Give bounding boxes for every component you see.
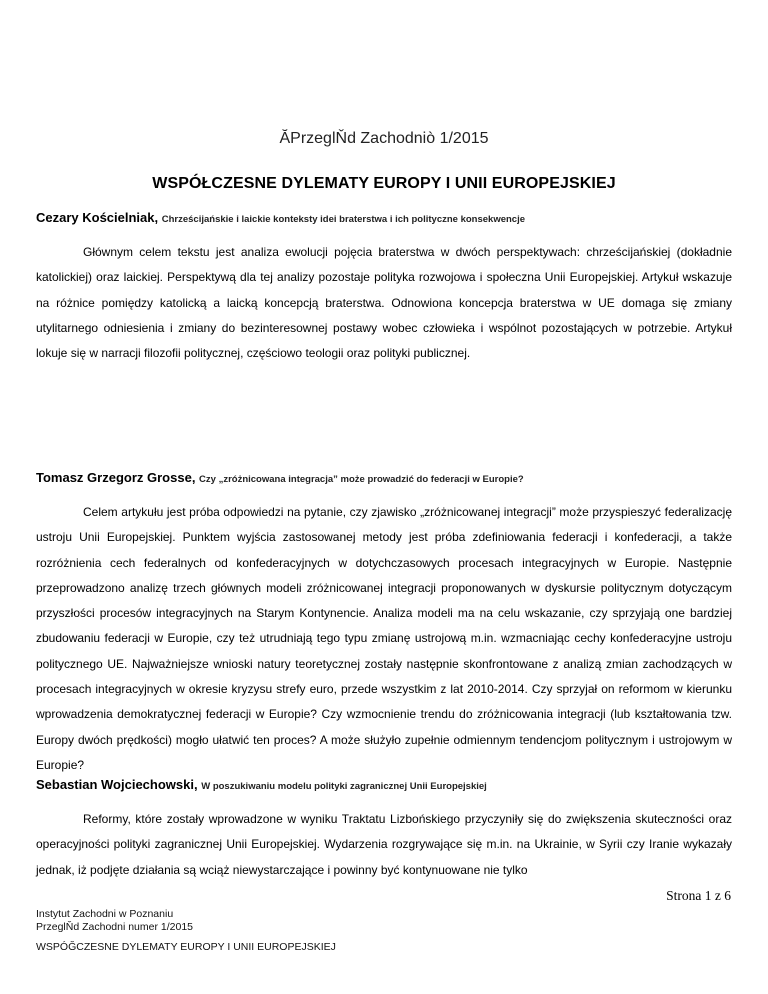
article-abstract: Głównym celem tekstu jest analiza ewolucji pojęcia braterstwa w dwóch perspektywach: chrześcijańskiej (dokładnie katolickiej) oraz laickiej. Perspektywą dla tej analizy pozostaje polityka rozwojowa i społeczna Unii Europejskiej. Artykuł wskazuje na różnice pomiędzy katolicką a laicką koncepcją braterstwa. Odnowiona koncepcja braterstwa w UE domaga się zmiany utylitarnego odniesienia i zmiany do bezinteresownej postawy wobec człowieka i wspólnot pozostających w potrzebie. Artykuł lokuje się w narracji filozofii politycznej, częściowo teologii oraz polityki publicznej. — [36, 245, 732, 361]
footer-institute: Instytut Zachodni w Poznaniu — [36, 908, 174, 920]
article-abstract: Celem artykułu jest próba odpowiedzi na pytanie, czy zjawisko „zróżnicowanej integracji” może przyspieszyć federalizację ustroju Unii Europejskiej. Punktem wyjścia zastosowanej metody jest próba zdefiniowania federacji i konfederacji, a także rozróżnienia cech federalnych od konfederacyjnych w dotychczasowych procesach integracyjnych w Europie. Następnie przeprowadzono analizę trzech głównych modeli zróżnicowanej integracji proponowanych w dyskursie politycznym dotyczącym przyszłości procesów integracyjnych na Starym Kontynencie. Analiza modeli ma na celu wskazanie, czy sprzyjają one bardziej zbudowaniu federacji w Europie, czy też utrudniają tego typu zmianę ustrojową m.in. wzmacniając cechy konfederacyjne ustroju politycznego UE. Najważniejsze wnioski natury teoretycznej zostały następnie skonfrontowane z analizą zmian zachodzących w procesach integracyjnych w okresie kryzysu strefy euro, przede wszystkim z lat 2010-2014. Czy sprzyjał on reformom w kierunku wprowadzenia demokratycznej federacji w Europie? Czy wzmocnienie trendu do zróżnicowania integracji (lub kształtowania tzw. Europy dwóch prędkości) mogło ułatwić ten proces? A może służyło zupełnie odmiennym tendencjom politycznym i ustrojowym w Europie? — [36, 505, 732, 772]
footer-issue: PrzeglŇd Zachodni numer 1/2015 — [36, 921, 194, 933]
article-author: Sebastian Wojciechowski — [36, 777, 194, 792]
article-2 — [36, 468, 732, 778]
article-title: Czy „zróżnicowana integracja” może prowadzić do federacji w Europie? — [199, 474, 524, 485]
article-heading: Tomasz Grzegorz Grosse, Czy „zróżnicowana integracja” może prowadzić do federacji w Europie? — [36, 470, 524, 485]
article-abstract: Reformy, które zostały wprowadzone w wyniku Traktatu Lizbońskiego przyczyniły się do zwiększenia skuteczności oraz operacyjności polityki zagranicznej Unii Europejskiej. Wydarzenia rozgrywające się m.in. na Ukrainie, w Syrii czy Iranie wykazały jednak, iż podjęte działania są wciąż niewystarczające i powinny być kontynuowane nie tylko — [36, 812, 732, 877]
article-1 — [36, 208, 732, 366]
article-title: Chrześcijańskie i laickie konteksty idei braterstwa i ich polityczne konsekwencje — [161, 214, 526, 225]
page-number: Strona 1 z 6 — [666, 888, 731, 903]
footer-section: WSPÓĞCZESNE DYLEMATY EUROPY I UNII EUROPEJSKIEJ — [36, 941, 336, 953]
journal-header: ĂPrzeglŇd Zachodniò 1/2015 — [279, 130, 489, 147]
article-author: Cezary Kościelniak — [36, 210, 155, 225]
article-heading: Sebastian Wojciechowski, W poszukiwaniu modelu polityki zagranicznej Unii Europejskiej — [36, 777, 487, 792]
article-title: W poszukiwaniu modelu polityki zagranicznej Unii Europejskiej — [201, 781, 487, 792]
page-title: WSPÓŁCZESNE DYLEMATY EUROPY I UNII EUROPEJSKIEJ — [152, 175, 616, 192]
article-3 — [36, 775, 732, 883]
article-author: Tomasz Grzegorz Grosse — [36, 470, 192, 485]
article-heading: Cezary Kościelniak, Chrześcijańskie i laickie konteksty idei braterstwa i ich polityczne konsekwencje — [36, 210, 526, 225]
